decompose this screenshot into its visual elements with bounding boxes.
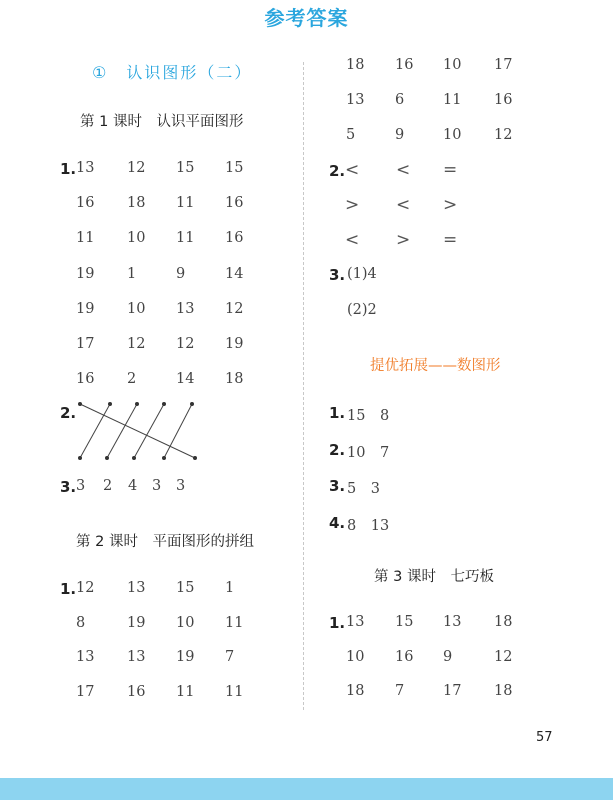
match-dot	[162, 456, 166, 460]
extension-answer-number: 1.	[329, 404, 346, 422]
answer-cell: 10	[127, 230, 146, 247]
right-q2-number: 2.	[329, 162, 346, 180]
column-divider	[303, 62, 304, 710]
answer-cell: 11	[176, 684, 195, 701]
section-title: ① 认识图形（二）	[92, 63, 253, 82]
answer-cell: 10	[443, 57, 462, 73]
answer-cell: 12	[494, 648, 513, 665]
answer-cell: 17	[494, 57, 513, 73]
lesson-1-title: 第 1 课时 认识平面图形	[80, 114, 244, 130]
answer-cell: 14	[176, 371, 195, 388]
answer-cell: 6	[395, 92, 405, 108]
extension-answer-value: 15 8	[347, 408, 390, 424]
comparison-symbol: <	[396, 160, 411, 180]
extension-answer-value: 5 3	[347, 481, 380, 498]
answer-cell: 18	[494, 683, 513, 699]
answer-cell: 18	[346, 683, 365, 699]
match-dot	[78, 402, 82, 406]
answer-cell: 9	[395, 127, 405, 143]
answer-cell: 1	[225, 580, 235, 596]
extension-answer-number: 2.	[329, 440, 346, 459]
matching-lines-diagram	[70, 398, 200, 462]
answer-cell: 15	[225, 160, 244, 176]
answer-cell: 12	[127, 336, 146, 352]
lesson-2-title: 第 2 课时 平面图形的拼组	[76, 534, 254, 550]
left-q2-number: 2.	[60, 404, 77, 422]
match-dot	[105, 456, 109, 460]
answer-cell: 11	[76, 230, 95, 247]
answer-cell: 13	[127, 580, 146, 596]
extension-answer-value: 10 7	[347, 444, 390, 461]
lesson3-q1-number: 1.	[329, 614, 346, 632]
answer-cell: 16	[76, 371, 95, 388]
answer-cell: 13	[443, 614, 462, 630]
answer-cell: 12	[494, 127, 513, 143]
answer-cell: 13	[76, 160, 95, 176]
extension-answer-number: 4.	[329, 514, 346, 533]
answer-cell: 17	[76, 336, 95, 352]
answer-cell: 15	[176, 580, 195, 596]
footer-bar	[0, 778, 613, 800]
answer-cell: 9	[176, 265, 186, 282]
answer-cell: 16	[395, 648, 414, 665]
answer-cell: 5	[346, 127, 356, 143]
answer-cell: 2	[127, 371, 137, 388]
match-line	[80, 404, 110, 458]
answer-cell: 10	[176, 614, 195, 631]
extension-title: 提优拓展——数图形	[370, 358, 501, 374]
answer-cell: 8	[76, 614, 86, 631]
answer-cell: 11	[176, 195, 195, 212]
answer-cell: 9	[443, 648, 453, 665]
answer-cell: 13	[127, 649, 146, 666]
left-q3-number: 3.	[60, 478, 77, 496]
answer-cell: 10	[443, 127, 462, 143]
answer-cell: 12	[76, 580, 95, 596]
answer-cell: 11	[225, 614, 244, 631]
answer-cell: 3	[152, 478, 162, 494]
answer-cell: 12	[127, 160, 146, 176]
answer-cell: 11	[443, 92, 462, 108]
answer-cell: 19	[225, 336, 244, 352]
answer-cell: 12	[225, 300, 244, 317]
answer-cell: 4	[128, 478, 138, 494]
lesson2-q1-number: 1.	[60, 580, 77, 598]
page-number: 57	[536, 730, 553, 745]
answer-cell: 18	[127, 195, 146, 212]
answer-cell: 11	[176, 230, 195, 247]
answer-cell: 14	[225, 265, 244, 282]
answer-cell: 2	[103, 478, 113, 494]
answer-cell: 7	[395, 683, 405, 699]
answer-cell: 10	[346, 648, 365, 665]
answer-cell: 18	[346, 57, 365, 73]
comparison-symbol: =	[443, 160, 458, 180]
answer-cell: 16	[225, 230, 244, 247]
extension-answer-value: 8 13	[347, 518, 390, 535]
comparison-symbol: <	[396, 195, 411, 215]
answer-cell: 19	[176, 649, 195, 666]
answer-cell: 13	[346, 92, 365, 108]
match-dot	[190, 402, 194, 406]
match-dot	[162, 402, 166, 406]
answer-cell: 16	[76, 195, 95, 212]
match-line	[107, 404, 137, 458]
answer-cell: 15	[395, 614, 414, 630]
answer-cell: 16	[225, 195, 244, 212]
answer-cell: 15	[176, 160, 195, 176]
page-title: 参考答案	[264, 6, 349, 30]
answer-cell: 11	[225, 684, 244, 701]
answer-cell: 19	[127, 614, 146, 631]
match-dot	[132, 456, 136, 460]
answer-cell: 7	[225, 649, 235, 666]
right-q3-line-2: (2)2	[347, 302, 377, 318]
comparison-symbol: >	[345, 195, 360, 215]
answer-cell: 16	[127, 684, 146, 701]
answer-cell: 16	[395, 57, 414, 73]
left-q1-number: 1.	[60, 160, 77, 178]
match-dot	[108, 402, 112, 406]
comparison-symbol: <	[345, 230, 360, 250]
answer-cell: 3	[176, 478, 186, 494]
answer-cell: 18	[225, 371, 244, 388]
answer-cell: 13	[176, 300, 195, 317]
answer-cell: 19	[76, 300, 95, 317]
comparison-symbol: <	[345, 160, 360, 180]
lesson-3-title: 第 3 课时 七巧板	[374, 569, 494, 585]
comparison-symbol: =	[443, 230, 458, 250]
right-q3-number: 3.	[329, 266, 346, 284]
answer-cell: 19	[76, 265, 95, 282]
answer-cell: 13	[76, 649, 95, 666]
answer-cell: 3	[76, 478, 86, 494]
answer-cell: 13	[346, 614, 365, 630]
match-dot	[78, 456, 82, 460]
comparison-symbol: >	[443, 195, 458, 215]
answer-cell: 16	[494, 92, 513, 108]
answer-cell: 10	[127, 300, 146, 317]
answer-cell: 17	[76, 684, 95, 701]
extension-answer-number: 3.	[329, 477, 346, 496]
match-dot	[193, 456, 197, 460]
answer-cell: 17	[443, 683, 462, 699]
answer-cell: 12	[176, 336, 195, 352]
answer-cell: 1	[127, 265, 137, 282]
match-dot	[135, 402, 139, 406]
answer-cell: 18	[494, 614, 513, 630]
right-q3-line-1: (1)4	[347, 266, 377, 282]
comparison-symbol: >	[396, 230, 411, 250]
